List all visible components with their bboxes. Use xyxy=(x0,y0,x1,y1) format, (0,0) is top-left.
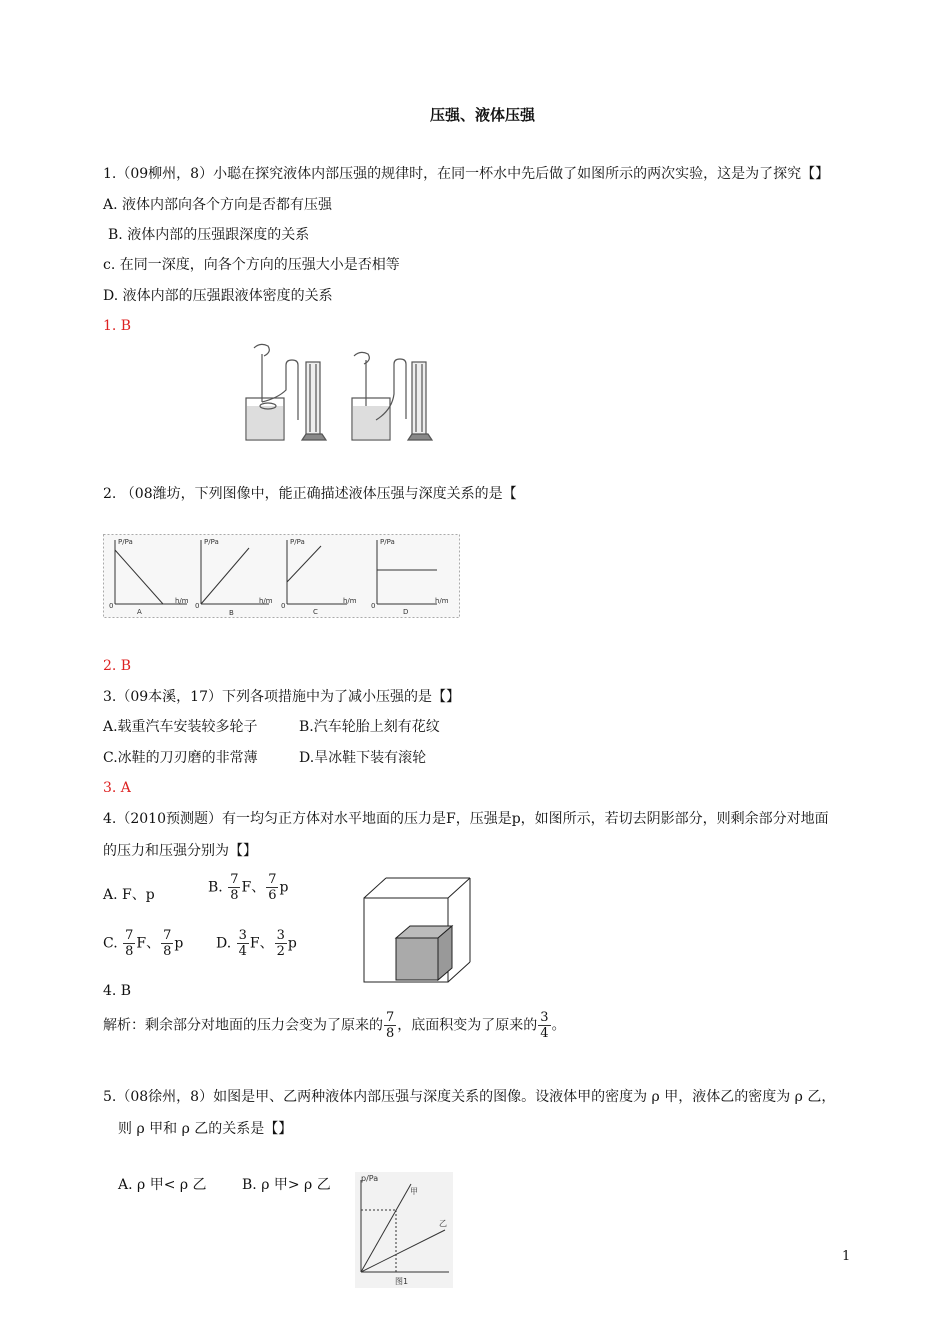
q3-option-b: B.汽车轮胎上刻有花纹 xyxy=(299,719,440,735)
q2-a-ylabel: P/Pa xyxy=(118,538,133,546)
q5-graph-caption: 图1 xyxy=(395,1277,409,1286)
q2-d-ylabel: P/Pa xyxy=(380,538,395,546)
q4-option-d-label: D. xyxy=(216,935,232,952)
q2-answer: 2. B xyxy=(103,658,132,674)
q2-c-ylabel: P/Pa xyxy=(290,538,305,546)
q4-c-p: p xyxy=(174,935,184,952)
q4-option-d xyxy=(216,928,297,959)
q3-option-d: D.旱冰鞋下装有滚轮 xyxy=(299,750,427,766)
q4-option-a: A. F、p xyxy=(103,887,155,903)
q4-cube-figure xyxy=(362,876,474,984)
q4-option-c-label: C. xyxy=(103,935,118,952)
q2-d-origin: 0 xyxy=(371,602,376,610)
q2-b-xlabel: h/m xyxy=(259,597,273,605)
q4-analysis-frac-1: $\frac{7}{8}$ xyxy=(386,1010,395,1041)
q2-b-ylabel: P/Pa xyxy=(204,538,219,546)
q2-stem: 2. （08潍坊，下列图像中，能正确描述液体压强与深度关系的是【 xyxy=(103,486,517,502)
q4-c-frac-2: $\frac{7}{8}$ xyxy=(163,928,172,959)
q4-analysis-frac-2: $\frac{3}{4}$ xyxy=(540,1010,549,1041)
q2-graphs-figure xyxy=(103,534,460,618)
q4-analysis-text-1: 解析：剩余部分对地面的压力会变为了原来的 xyxy=(103,1017,383,1034)
q4-option-c xyxy=(103,928,183,959)
q2-a-origin: 0 xyxy=(109,602,114,610)
q1-option-c: c. 在同一深度，向各个方向的压强大小是否相等 xyxy=(103,257,400,273)
q4-option-b xyxy=(208,872,288,903)
q5-option-b: B. ρ 甲> ρ 乙 xyxy=(242,1177,331,1193)
q4-analysis-text-2: ，底面积变为了原来的 xyxy=(397,1017,538,1034)
q4-stem-line2: 的压力和压强分别为【】 xyxy=(103,843,257,859)
q4-analysis xyxy=(103,1010,566,1041)
q2-c-label: C xyxy=(313,608,318,616)
q2-d-label: D xyxy=(403,608,409,616)
q4-c-F: F、 xyxy=(136,935,161,952)
q1-option-d: D. 液体内部的压强跟液体密度的关系 xyxy=(103,288,333,304)
q5-option-a: A. ρ 甲< ρ 乙 xyxy=(118,1177,207,1193)
q4-b-frac-1: $\frac{7}{8}$ xyxy=(230,872,239,903)
q2-b-label: B xyxy=(229,609,234,617)
q5-graph-ylabel: p/Pa xyxy=(361,1174,379,1183)
q4-d-p: p xyxy=(287,935,297,952)
q4-c-frac-1: $\frac{7}{8}$ xyxy=(125,928,134,959)
q4-b-frac-2: $\frac{7}{6}$ xyxy=(268,872,277,903)
q4-d-frac-1: $\frac{3}{4}$ xyxy=(238,928,247,959)
q3-answer: 3. A xyxy=(103,780,131,796)
q3-stem: 3.（09本溪，17）下列各项措施中为了减小压强的是【】 xyxy=(103,689,460,705)
q2-d-xlabel: h/m xyxy=(435,597,449,605)
page-number: 1 xyxy=(842,1249,851,1264)
q1-option-a: A. 液体内部向各个方向是否都有压强 xyxy=(103,197,333,213)
page-title: 压强、液体压强 xyxy=(430,106,536,124)
q4-option-b-label: B. xyxy=(208,879,223,896)
q2-c-xlabel: h/m xyxy=(343,597,357,605)
q5-graph-figure xyxy=(355,1172,453,1288)
q1-answer: 1. B xyxy=(103,318,132,334)
q1-stem: 1.（09柳州，8）小聪在探究液体内部压强的规律时，在同一杯水中先后做了如图所示的两次实验，这是为了探究【】 xyxy=(103,166,830,182)
q4-d-F: F、 xyxy=(249,935,274,952)
q4-d-frac-2: $\frac{3}{2}$ xyxy=(276,928,285,959)
q4-stem-line1: 4.（2010预测题）有一均匀正方体对水平地面的压力是F，压强是p，如图所示，若切去阴影部分，则剩余部分对地面 xyxy=(103,811,829,827)
q4-b-p: p xyxy=(279,879,289,896)
q3-option-c: C.冰鞋的刀刃磨的非常薄 xyxy=(103,750,258,766)
q4-b-F: F、 xyxy=(241,879,266,896)
q2-b-origin: 0 xyxy=(195,602,200,610)
q5-line-jia-label: 甲 xyxy=(410,1187,418,1196)
q1-option-b: B. 液体内部的压强跟深度的关系 xyxy=(108,227,310,243)
q3-option-a: A.载重汽车安装较多轮子 xyxy=(103,719,258,735)
q4-answer: 4. B xyxy=(103,983,132,999)
q2-a-xlabel: h/m xyxy=(175,597,189,605)
q1-experiment-figure xyxy=(240,340,450,445)
q5-line-yi-label: 乙 xyxy=(439,1219,447,1228)
q5-stem-line1: 5.（08徐州，8）如图是甲、乙两种液体内部压强与深度关系的图像。设液体甲的密度为 ρ 甲，液体乙的密度为 ρ 乙， xyxy=(103,1089,836,1105)
q5-stem-line2: 则 ρ 甲和 ρ 乙的关系是【】 xyxy=(118,1121,293,1137)
q2-c-origin: 0 xyxy=(281,602,286,610)
q4-analysis-text-3: 。 xyxy=(551,1017,566,1034)
q2-a-label: A xyxy=(137,608,142,616)
